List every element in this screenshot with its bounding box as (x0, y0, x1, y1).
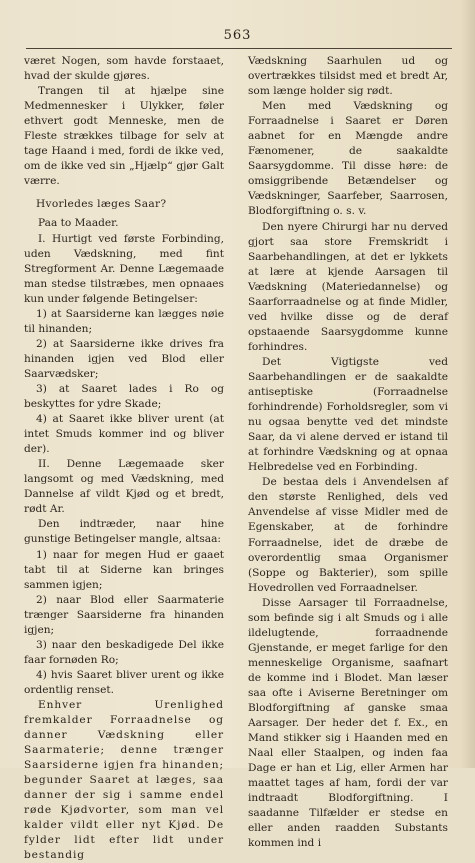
paragraph: Paa to Maader. (38, 217, 119, 230)
paragraph: 2) naar Blod eller Saarmaterie trænger Saarsiderne fra hinanden igjen; (24, 593, 224, 636)
paragraph: Disse Aarsager til Forraadnelse, som befinde sig i alt Smuds og i alle ildelugtende, forraadnende Gjenstande, er meget farlige for den menneskelige Organisme, saafnart de komme ind i Blodet. Man læser saa ofte i Aviserne Beretninger om Blodforgiftning af ganske smaa Aarsager. Der heder det f. Ex., en Mand stikker sig i Haanden med en Naal eller Staalpen, og inden faa Dage er han et Lig, eller Armen har maattet tages af ham, fordi der var indtraadt Blodforgiftning. I saadanne Tilfælder er stedse en eller anden raadden Substants kommen ind i (248, 596, 448, 850)
paragraph: 1) naar for megen Hud er gaaet tabt til at Siderne kan bringes sammen igjen; (24, 548, 224, 591)
paragraph: 4) hvis Saaret bliver urent og ikke ordentlig renset. (24, 668, 224, 696)
paragraph: Den nyere Chirurgi har nu derved gjort saa store Fremskridt i Saarbehandlingen, at det er lykkets at lære at kjende Aarsagen til Vædskning (Materiedannelse) og Saarforraadnelse og at finde Midler, ved hvilke disse og de deraf opstaaende Saarsygdomme kunne forhindres. (248, 220, 448, 353)
right-column (248, 54, 448, 851)
paragraph: Enhver Urenlighed fremkalder Forraadnelse og danner Vædskning eller Saarmaterie; denne trænger Saarsiderne igjen fra hinanden; begunder Saaret at læges, saa danner der sig i samme endel røde Kjødvorter, som man vel kalder vildt eller nyt Kjød. De fylder lidt efter lidt under bestandig (24, 698, 224, 862)
paragraph: 3) at Saaret lades i Ro og beskyttes for ydre Skade; (24, 382, 224, 411)
paragraph: 2) at Saarsiderne ikke drives fra hinanden igjen ved Blod eller Saarvædsker; (24, 337, 224, 380)
page-edge-shadow (461, 0, 475, 768)
paragraph: 3) naar den beskadigede Del ikke faar fornøden Ro; (24, 638, 224, 666)
paragraph: I. Hurtigt ved første Forbinding, uden Vædskning, med fint Stregforment Ar. Denne Lægemaade man stedse tilstræbes, men opnaaes kun under følgende Betingelser: (24, 232, 224, 305)
paragraph: Men med Vædskning og Forraadnelse i Saaret er Døren aabnet for en Mængde andre Fænomener, de saakaldte Saarsygdomme. Til disse høre: de omsiggribende Betændelser og Vædskninger, Saarfeber, Saarrosen, Blodforgiftning o. s. v. (248, 100, 448, 218)
paragraph: Trangen til at hjælpe sine Medmennesker i Ulykker, føler ethvert godt Menneske, men de Fleste strækkes tilbage for selv at tage Haand i med, fordi de ikke ved, om de ikke ved sin „Hjælp“ gjør Galt værre. (24, 85, 224, 188)
paragraph: 1) at Saarsiderne kan lægges nøie til hinanden; (24, 307, 224, 335)
paragraph: Den indtræder, naar hine gunstige Betingelser mangle, altsaa: (24, 518, 224, 546)
page-number: 563 (223, 28, 252, 43)
paragraph: De bestaa dels i Anvendelsen af den største Renlighed, dels ved Anvendelse af visse Midler med de Egenskaber, at de forhindre Forraadnelse, idet de dræbe de overordentlig smaa Organismer (Soppe og Bakterier), som spille Hovedrollen ved Forraadnelser. (248, 476, 448, 594)
left-column (24, 54, 224, 863)
header-rule (26, 48, 452, 49)
paragraph: Vædskning Saarhulen ud og overtrækkes tilsidst med et bredt Ar, som længe holder sig rødt. (248, 55, 448, 98)
paragraph: 4) at Saaret ikke bliver urent (at intet Smuds kommer ind og bliver der). (24, 413, 224, 456)
paragraph: Det Vigtigste ved Saarbehandlingen er de saakaldte antiseptiske (Forraadnelse forhindrende) Forholdsregler, som vi nu ogsaa benytte ved det mindste Saar, da vi alene derved er istand til at forhindre Vædskning og at opnaa Helbredelse ved en Forbinding. (248, 355, 448, 474)
paragraph: været Nogen, som havde forstaaet, hvad der skulde gjøres. (24, 55, 224, 83)
paragraph: II. Denne Lægemaade sker langsomt og med Vædskning, med Dannelse af vildt Kjød og et bredt, rødt Ar. (24, 458, 224, 516)
paragraph: Hvorledes læges Saar? (36, 198, 167, 211)
